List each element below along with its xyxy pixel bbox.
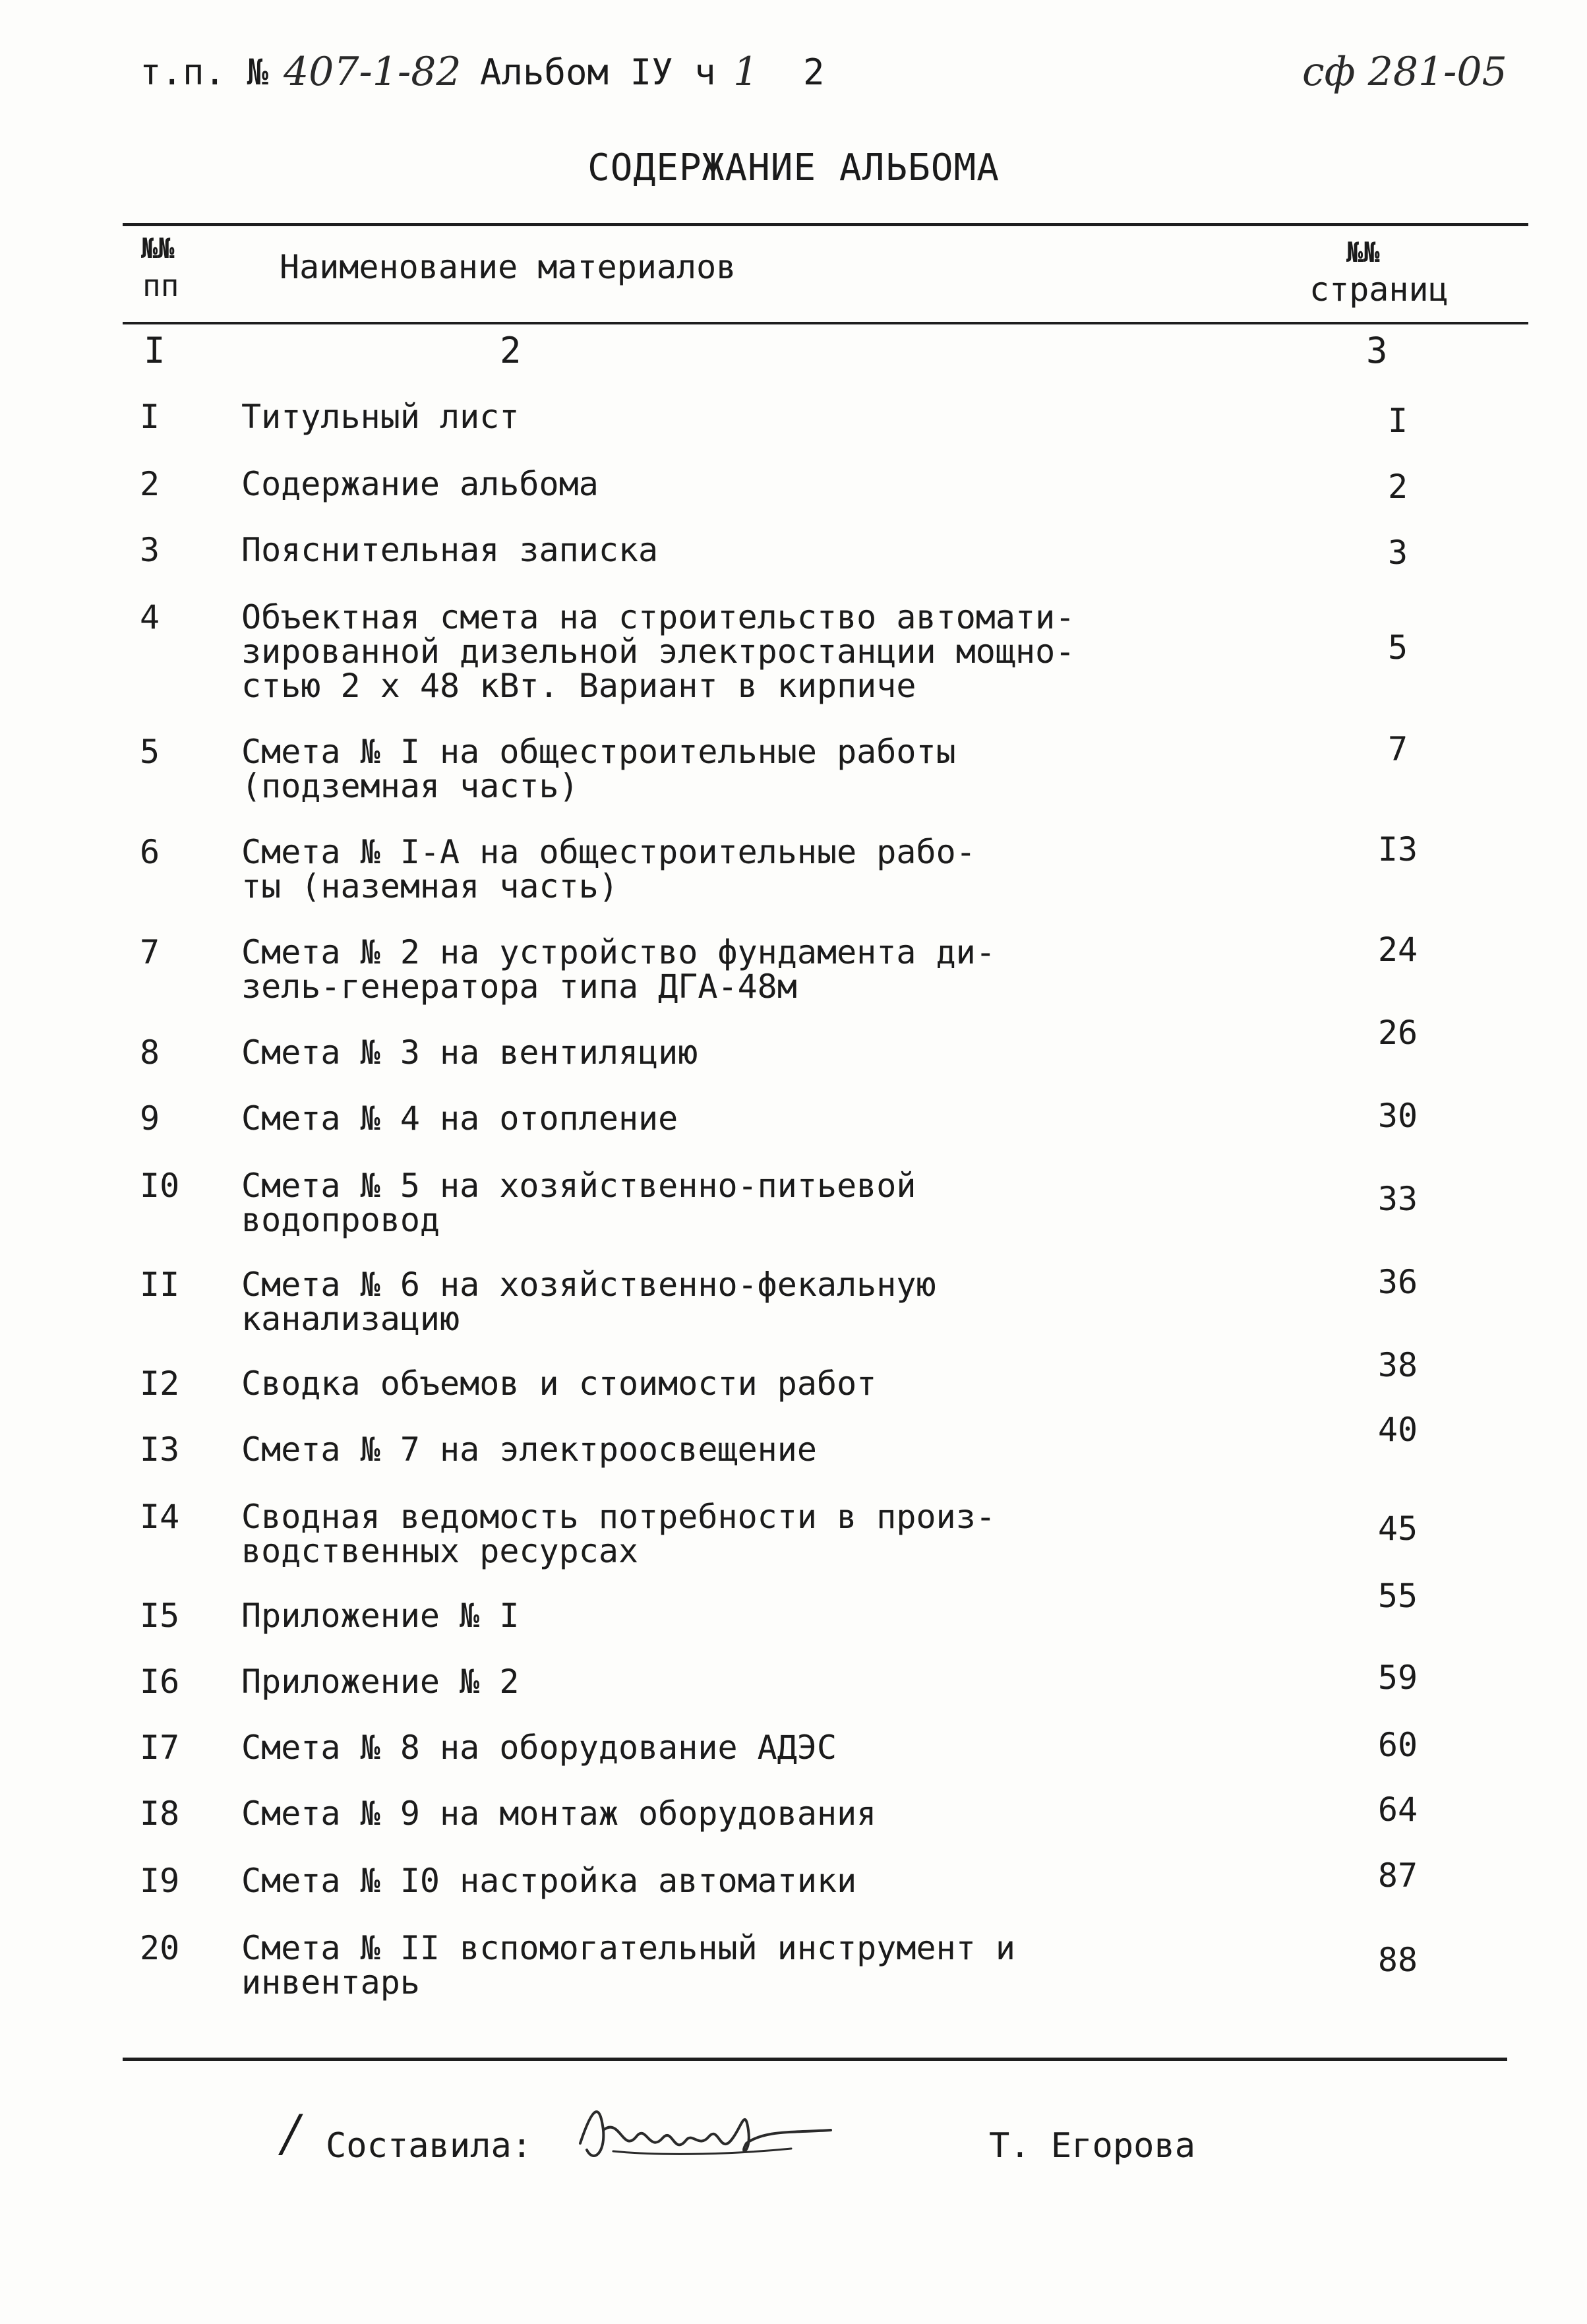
row-page: 30 — [1377, 1097, 1418, 1135]
table-header-rule — [123, 322, 1528, 324]
document-code: сф 281-05 — [1302, 49, 1507, 95]
row-title: Сводная ведомость потребности в произ- водственных ресурсах — [241, 1498, 996, 1570]
row-title: Смета № I-А на общестроительные рабо- ты (наземная часть) — [241, 833, 976, 905]
row-page: 3 — [1387, 534, 1408, 572]
row-title: Смета № 6 на хозяйственно-фекальную канализацию — [241, 1266, 936, 1338]
row-title: Приложение № 2 — [241, 1663, 520, 1701]
row-number: I8 — [140, 1794, 180, 1833]
row-title: Смета № 5 на хозяйственно-питьевой водопровод — [241, 1167, 916, 1239]
row-page: 2 — [1387, 468, 1408, 506]
row-page: 60 — [1377, 1726, 1418, 1764]
album-part: 1 — [733, 49, 759, 95]
table-bottom-rule — [123, 2058, 1507, 2061]
row-title: Смета № 9 на монтаж оборудования — [241, 1794, 877, 1833]
row-title: Смета № I на общестроительные работы (подземная часть) — [241, 733, 956, 805]
row-number: 20 — [140, 1929, 180, 1967]
row-title: Смета № 4 на отопление — [241, 1099, 678, 1138]
column-number-2: 2 — [500, 330, 522, 371]
row-title: Содержание альбома — [241, 465, 599, 503]
row-title: Пояснительная записка — [241, 531, 659, 569]
header-name: Наименование материалов — [280, 248, 736, 286]
compiler-name: Т. Егорова — [989, 2126, 1196, 2166]
page-number: 2 — [803, 51, 825, 93]
row-page: 55 — [1377, 1577, 1418, 1615]
row-page: 26 — [1377, 1014, 1418, 1052]
row-page: 59 — [1377, 1659, 1418, 1697]
row-page: 88 — [1377, 1941, 1418, 1979]
row-number: 5 — [140, 733, 160, 771]
row-page: 40 — [1377, 1411, 1418, 1449]
album-label: Альбом ІУ ч — [480, 51, 716, 93]
row-page: 7 — [1387, 730, 1408, 768]
row-number: 8 — [140, 1033, 160, 1072]
header-num-line2: пп — [142, 268, 179, 303]
row-page: 87 — [1377, 1856, 1418, 1895]
column-number-3: 3 — [1366, 330, 1388, 371]
row-title: Смета № II вспомогательный инструмент и инвентарь — [241, 1929, 1015, 2002]
row-title: Смета № 8 на оборудование АДЭС — [241, 1728, 837, 1767]
row-number: I5 — [140, 1597, 180, 1635]
row-number: I3 — [140, 1430, 180, 1469]
row-number: I4 — [140, 1498, 180, 1536]
row-page: 45 — [1377, 1510, 1418, 1548]
row-page: 36 — [1377, 1263, 1418, 1301]
page-title: СОДЕРЖАНИЕ АЛЬБОМА — [587, 146, 1000, 189]
row-number: 4 — [140, 598, 160, 636]
row-page: 24 — [1377, 931, 1418, 969]
row-number: 7 — [140, 933, 160, 971]
row-number: I2 — [140, 1364, 180, 1403]
row-page: 64 — [1377, 1790, 1418, 1829]
row-number: 2 — [140, 465, 160, 503]
signature-image — [574, 2091, 837, 2176]
project-prefix: т.п. № — [140, 51, 269, 93]
row-title: Смета № 2 на устройство фундамента ди- зель-генератора типа ДГА-48м — [241, 933, 996, 1006]
row-title: Смета № 3 на вентиляцию — [241, 1033, 698, 1072]
row-page: 38 — [1377, 1346, 1418, 1384]
row-page: I — [1387, 402, 1408, 440]
row-title: Смета № 7 на электроосвещение — [241, 1430, 817, 1469]
table-top-rule — [123, 223, 1528, 226]
row-title: Смета № I0 настройка автоматики — [241, 1862, 857, 1900]
row-page: 5 — [1387, 628, 1408, 667]
header-num-line1: №№ — [141, 232, 175, 264]
row-title: Сводка объемов и стоимости работ — [241, 1364, 877, 1403]
row-number: I0 — [140, 1167, 180, 1205]
footer-slash-mark: / — [282, 2104, 299, 2162]
row-number: I7 — [140, 1728, 180, 1767]
row-title: Объектная смета на строительство автомати- зированной дизельной электростанции мощно- стью 2 х 48 кВт. Вариант в кирпиче — [241, 598, 1075, 705]
row-page: I3 — [1377, 830, 1418, 869]
row-number: 3 — [140, 531, 160, 569]
row-number: I9 — [140, 1862, 180, 1900]
header-pages-line1: №№ — [1346, 236, 1380, 268]
header-pages-line2: страниц — [1309, 270, 1449, 309]
column-number-1: I — [144, 330, 165, 371]
row-page: 33 — [1377, 1180, 1418, 1218]
row-number: II — [140, 1266, 180, 1304]
row-number: I6 — [140, 1663, 180, 1701]
row-number: I — [140, 398, 160, 436]
project-number: 407-1-82 — [284, 49, 462, 95]
row-title: Приложение № I — [241, 1597, 520, 1635]
row-number: 9 — [140, 1099, 160, 1138]
compiled-by-label: Составила: — [326, 2126, 533, 2166]
row-number: 6 — [140, 833, 160, 871]
row-title: Титульный лист — [241, 398, 520, 436]
